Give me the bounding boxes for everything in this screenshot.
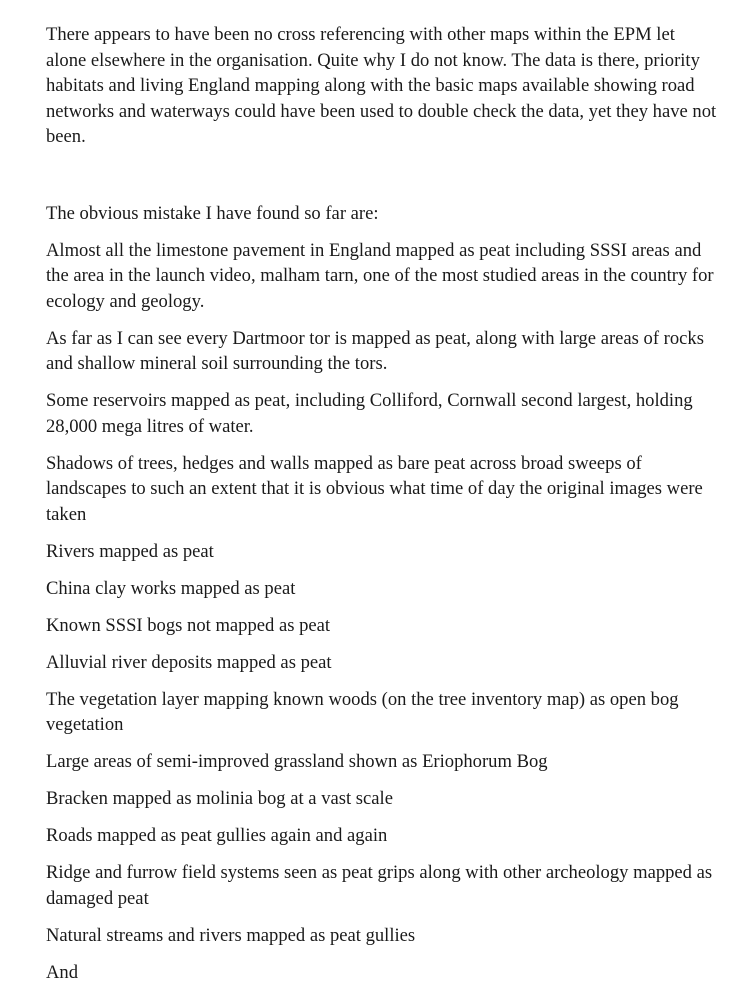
- list-item: Large areas of semi-improved grassland shown as Eriophorum Bog: [46, 751, 548, 772]
- list-item: Natural streams and rivers mapped as peat gullies: [46, 924, 416, 946]
- list-item: Almost all the limestone pavement in England mapped as peat including SSSI areas and the area in the launch video, malham tarn, one of the most studied areas in the country for ecology and geology.: [46, 239, 714, 312]
- list-item: Known SSSI bogs not mapped as peat: [46, 614, 331, 636]
- list-item: Rivers mapped as peat: [46, 540, 214, 562]
- document-body: [46, 22, 718, 997]
- list-item: And: [46, 961, 79, 983]
- list-item: The vegetation layer mapping known woods (on the tree inventory map) as open bog vegetation: [46, 688, 679, 735]
- list-item: China clay works mapped as peat: [46, 577, 296, 599]
- list-item: Shadows of trees, hedges and walls mapped as bare peat across broad sweeps of landscapes to such an extent that it is obvious what time of day the original images were taken: [46, 452, 703, 525]
- list-item: As far as I can see every Dartmoor tor is mapped as peat, along with large areas of rocks and shallow mineral soil surrounding the tors.: [46, 327, 704, 374]
- list-item: Bracken mapped as molinia bog at a vast scale: [46, 788, 393, 809]
- list-item: Ridge and furrow field systems seen as peat grips along with other archeology mapped as damaged peat: [46, 862, 713, 909]
- list-item: Roads mapped as peat gullies again and again: [46, 825, 388, 846]
- list-item: Some reservoirs mapped as peat, including Colliford, Cornwall second largest, holding 28,000 mega litres of water.: [46, 390, 693, 437]
- lead-paragraph: The obvious mistake I have found so far are:: [46, 202, 379, 224]
- intro-paragraph: There appears to have been no cross referencing with other maps within the EPM let alone elsewhere in the organisation. Quite why I do not know. The data is there, priority habitats and living England mapping along with the basic maps available showing road networks and waterways could have been used to double check the data, yet they have not been.: [46, 24, 717, 147]
- list-item: Alluvial river deposits mapped as peat: [46, 651, 332, 673]
